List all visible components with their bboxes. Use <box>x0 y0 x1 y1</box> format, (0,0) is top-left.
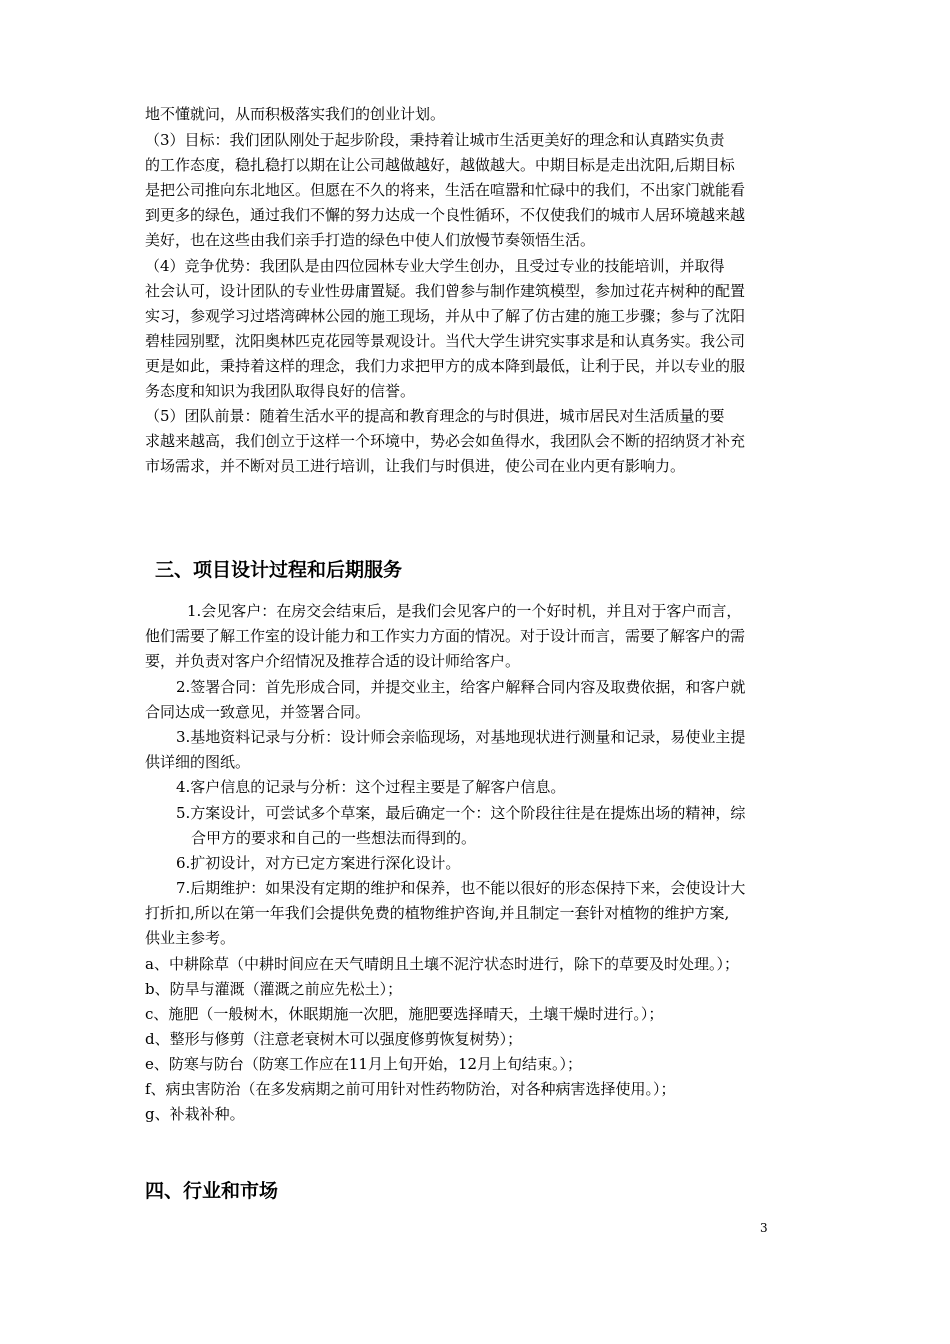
goal-line-2: 的工作态度，稳扎稳打以期在让公司越做越好，越做越大。中期目标是走出沈阳,后期目标 <box>145 156 735 174</box>
prospect-line-3: 市场需求，并不断对员工进行培训，让我们与时俱进，使公司在业内更有影响力。 <box>145 457 686 475</box>
goal-line-4: 到更多的绿色，通过我们不懈的努力达成一个良性循环，不仅使我们的城市人居环境越来越 <box>145 206 746 224</box>
step-5-line-2: 合甲方的要求和自己的一些想法而得到的。 <box>191 829 477 847</box>
advantage-line-6: 务态度和知识为我团队取得良好的信誉。 <box>145 382 416 400</box>
goal-line-3: 是把公司推向东北地区。但愿在不久的将来，生活在喧嚣和忙碌中的我们，不出家门就能看 <box>145 181 746 199</box>
goal-line-5: 美好，也在这些由我们亲手打造的绿色中使人们放慢节奏领悟生活。 <box>145 231 596 249</box>
step-6-line: 6.扩初设计，对方已定方案进行深化设计。 <box>176 854 461 872</box>
step-3-line-2: 供详细的图纸。 <box>145 753 251 771</box>
advantage-line-5: 更是如此，秉持着这样的理念，我们力求把甲方的成本降到最低，让利于民，并以专业的服 <box>145 357 746 375</box>
continuation-line: 地不懂就问，从而积极落实我们的创业计划。 <box>145 105 446 123</box>
section-3-heading: 三、项目设计过程和后期服务 <box>155 559 403 581</box>
list-item: f、病虫害防治（在多发病期之前可用针对性药物防治，对各种病害选择使用。）； <box>145 1080 676 1098</box>
goal-line-1: （3）目标：我们团队刚处于起步阶段，秉持着让城市生活更美好的理念和认真踏实负责 <box>145 131 725 149</box>
step-4-line: 4.客户信息的记录与分析：这个过程主要是了解客户信息。 <box>176 778 566 796</box>
list-item: g、补栽补种。 <box>145 1105 245 1123</box>
list-item: c、施肥（一般树木，休眠期施一次肥，施肥要选择晴天，土壤干燥时进行。）； <box>145 1005 664 1023</box>
step-3-line-1: 3.基地资料记录与分析：设计师会亲临现场，对基地现状进行测量和记录，易使业主提 <box>176 728 746 746</box>
prospect-line-2: 求越来越高，我们创立于这样一个环境中，势必会如鱼得水，我团队会不断的招纳贤才补充 <box>145 432 746 450</box>
advantage-line-3: 实习，参观学习过塔湾碑林公园的施工现场，并从中了解了仿古建的施工步骤；参与了沈阳 <box>145 307 746 325</box>
list-item: b、防旱与灌溉（灌溉之前应先松土）； <box>145 980 403 998</box>
step-2-line-1: 2.签署合同：首先形成合同，并提交业主，给客户解释合同内容及取费依据，和客户就 <box>176 678 746 696</box>
section-4-heading: 四、行业和市场 <box>145 1180 279 1202</box>
list-item: d、整形与修剪（注意老衰树木可以强度修剪恢复树势）； <box>145 1030 523 1048</box>
advantage-line-2: 社会认可，设计团队的专业性毋庸置疑。我们曾参与制作建筑模型，参加过花卉树种的配置 <box>145 282 746 300</box>
list-item: a、中耕除草（中耕时间应在天气晴朗且土壤不泥泞状态时进行，除下的草要及时处理。）； <box>145 955 739 973</box>
step-7-line-3: 供业主参考。 <box>145 929 236 947</box>
step-5-line-1: 5.方案设计，可尝试多个草案，最后确定一个：这个阶段往往是在提炼出场的精神，综 <box>176 804 746 822</box>
step-2-line-2: 合同达成一致意见，并签署合同。 <box>145 703 371 721</box>
step-1-line-2: 他们需要了解工作室的设计能力和工作实力方面的情况。对于设计而言，需要了解客户的需 <box>145 627 746 645</box>
page-number: 3 <box>760 1221 768 1235</box>
list-item: e、防寒与防台（防寒工作应在11月上旬开始，12月上旬结束。）； <box>145 1055 583 1073</box>
step-7-line-2: 打折扣,所以在第一年我们会提供免费的植物维护咨询,并且制定一套针对植物的维护方案, <box>145 904 730 922</box>
step-1-line-3: 要，并负责对客户介绍情况及推荐合适的设计师给客户。 <box>145 652 521 670</box>
advantage-line-1: （4）竞争优势：我团队是由四位园林专业大学生创办，且受过专业的技能培训，并取得 <box>145 257 725 275</box>
prospect-line-1: （5）团队前景：随着生活水平的提高和教育理念的与时俱进，城市居民对生活质量的要 <box>145 407 725 425</box>
step-7-line-1: 7.后期维护：如果没有定期的维护和保养，也不能以很好的形态保持下来，会使设计大 <box>176 879 746 897</box>
step-1-line-1: 1.会见客户：在房交会结束后，是我们会见客户的一个好时机，并且对于客户而言， <box>187 602 742 620</box>
advantage-line-4: 碧桂园别墅，沈阳奥林匹克花园等景观设计。当代大学生讲究实事求是和认真务实。我公司 <box>145 332 746 350</box>
